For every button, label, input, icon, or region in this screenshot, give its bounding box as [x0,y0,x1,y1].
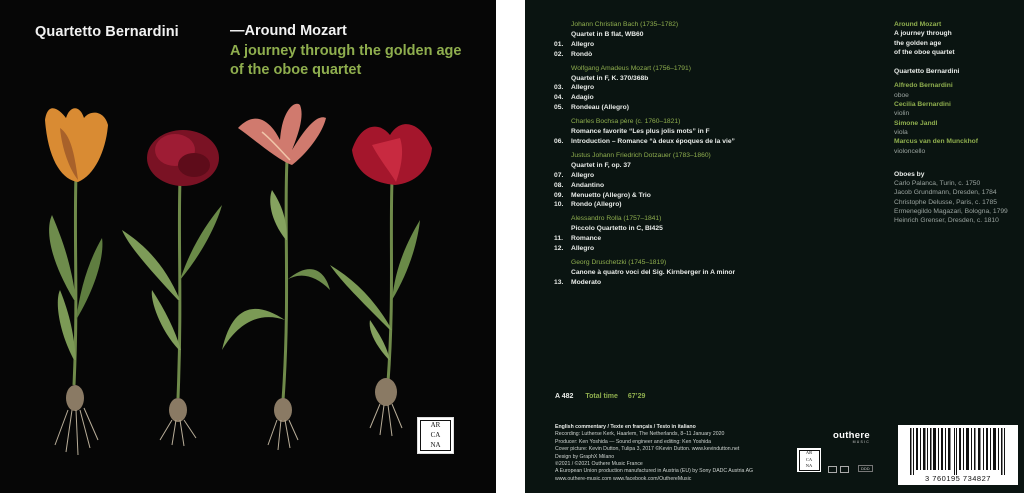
credit-line: Cover picture: Kevin Dutton, Tulipa 3, 2017 ©Kevin Dutton. www.kevindutton.net [555,446,740,453]
track-title: Rondo (Allegro) [571,201,622,209]
catalog-number: A 482 [555,393,574,400]
track-title: Menuetto (Allegro) & Trio [571,191,651,199]
credit-line: Design by GraphX Milano [555,453,615,460]
track-row [525,40,845,50]
tulip-pink-fringed [222,104,330,450]
track-title: Allegro [571,171,595,179]
logo-text-na: NA [805,463,813,469]
credits [555,424,875,483]
composer-line [525,20,845,30]
musician-instrument: violoncello [894,147,926,155]
composer-dates: (1783–1860) [672,151,711,159]
composer-dates: (1757–1841) [623,215,662,223]
side-title-4: of the oboe quartet [894,48,955,56]
back-cover [525,0,1024,493]
credit-line: Recording: Lutherse Kerk, Haarlem, The Netherlands, 8–11 January 2020 [555,431,725,438]
track-title: Andantino [571,181,605,189]
subtitle-line-2: of the oboe quartet [230,62,362,78]
musician-instrument: violin [894,110,910,118]
track-row [525,278,845,288]
track-title: Rondò [571,50,593,58]
composer-dates: (1756–1791) [653,64,691,72]
track-number: 03. [554,84,564,92]
side-title-1: Around Mozart [894,21,942,28]
musician-name: Simone Jandl [894,119,938,127]
logo-text-na: NA [430,440,441,449]
track-number: 10. [554,201,564,209]
composer-name: Alessandro Rolla [571,215,622,223]
total-time-label: Total time [585,393,618,400]
composer-line [525,151,845,161]
oboe-maker: Heinrich Grenser, Dresden, c. 1810 [894,217,999,225]
work-title: Quartet in F, K. 370/368b [571,74,649,82]
work-title: Piccolo Quartetto in C, BI425 [571,225,663,233]
musician-instrument: oboe [894,91,909,99]
credit-line: A European Union production manufactured in Austria (EU) by Sony DADC Austria AG [555,468,754,475]
work-title: Quartet in B flat, WB60 [571,30,644,38]
track-row [525,50,845,60]
track-number: 06. [554,137,564,145]
composer-name: Charles Bochsa père [571,118,634,126]
track-number: 05. [554,104,564,112]
total-time-value: 67’29 [627,393,646,400]
oboe-maker: Ermenegildo Magazari, Bologna, 1799 [894,208,1008,216]
front-cover [0,0,496,493]
outhere-text: outhere [833,430,870,441]
composer-line [525,214,845,224]
track-number: 13. [554,278,564,286]
track-number: 12. [554,245,564,253]
musician-name: Alfredo Bernardini [894,82,953,90]
track-row [525,137,845,147]
side-ensemble: Quartetto Bernardini [894,68,960,76]
musician-name: Cecilia Bernardini [894,101,951,109]
recycle-icon [840,466,849,473]
composer-line [525,117,845,127]
track-row [525,171,845,181]
outhere-sub: MUSIC [852,440,870,444]
track-number: 01. [554,40,564,48]
composer-dates: (c. 1760–1821) [635,118,681,126]
composer-name: Johann Christian Bach [571,21,639,28]
composer-name: Justus Johann Friedrich Dotzauer [571,151,671,159]
track-row [525,103,845,113]
side-title-2: A journey through [894,30,952,38]
oboe-maker: Christophe Delusse, Paris, c. 1785 [894,198,997,206]
credit-line: Producer: Ken Yoshida — Sound engineer and editing: Ken Yoshida [555,438,712,445]
track-row [525,244,845,254]
subtitle-line-1: A journey through the golden age [230,43,462,59]
tulip-red [330,124,432,436]
track-row [525,191,845,201]
credit-line: ℗2021 / ©2021 Outhere Music France [555,461,643,468]
composer-dates: (1735–1782) [640,21,679,28]
track-row [525,93,845,103]
track-row [525,234,845,244]
track-row [525,181,845,191]
track-number: 07. [554,171,564,179]
ensemble-name: Quartetto Bernardini [35,24,179,40]
composer-name: Wolfgang Amadeus Mozart [571,64,652,72]
barcode [898,425,1018,485]
track-number: 02. [554,50,564,58]
track-number: 11. [554,235,563,243]
track-row [525,83,845,93]
track-title: Allegro [571,84,595,92]
arcana-logo-small [797,448,821,472]
composer-dates: (1745–1819) [628,258,667,266]
outhere-logo [833,430,870,444]
track-title: Moderato [571,278,602,286]
track-number: 04. [554,94,564,102]
oboes-heading: Oboes by [894,170,925,178]
cert-badge: DDD [858,465,873,472]
total-time-row [555,393,645,400]
logo-text-ar: AR [430,421,441,430]
track-number: 09. [554,191,564,199]
composer-name: Georg Druschetzki [571,258,627,266]
divider [496,0,525,493]
musician-name: Marcus van den Munckhof [894,138,978,146]
logo-text-ca: CA [805,456,813,462]
oboe-maker: Jacob Grundmann, Dresden, 1784 [894,189,997,197]
logo-text-ca: CA [430,430,441,439]
track-list [525,20,845,288]
composer-line [525,64,845,74]
track-number: 08. [554,181,564,189]
album-subtitle [230,42,490,80]
track-title: Allegro [571,245,595,253]
work-title: Quartet in F, op. 37 [571,161,631,169]
track-row [525,200,845,210]
oboe-maker: Carlo Palanca, Turin, c. 1750 [894,180,981,188]
credit-line: English commentary / Texte en français / Testo in italiano [555,424,696,430]
side-title-3: the golden age [894,39,942,47]
track-title: Introduction – Romance “à deux époques de la vie” [571,137,735,145]
composer-line [525,258,845,268]
logo-text-ar: AR [805,450,813,456]
musician-instrument: viola [894,128,908,136]
compact-disc-icon [828,466,837,473]
arcana-logo [417,417,454,454]
credit-line: www.outhere-music.com www.facebook.com/OuthereMusic [555,475,692,482]
album-title: —Around Mozart [230,23,347,39]
work-title: Romance favorite “Les plus jolis mots” in F [571,128,710,136]
work-title: Canone à quatro voci del Sig. Kirnberger in A minor [571,268,736,276]
tulip-red-double [122,130,222,446]
tulip-orange [45,108,108,455]
barcode-bars [898,425,1018,475]
side-info [894,20,1024,226]
track-title: Allegro [571,40,595,48]
track-title: Romance [571,235,602,243]
track-title: Adagio [571,94,594,102]
track-title: Rondeau (Allegro) [571,104,629,112]
barcode-number: 3 760195 734827 [925,474,991,483]
